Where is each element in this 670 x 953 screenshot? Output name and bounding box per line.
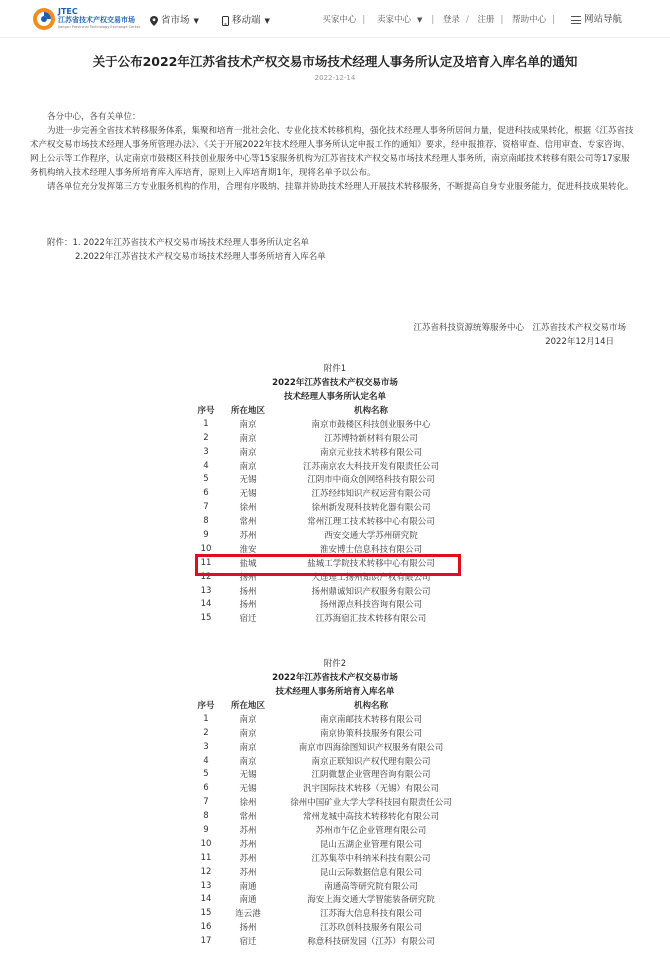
row-org-name: 南京南邮技术转移有限公司 — [319, 714, 422, 725]
annex2-table — [193, 698, 465, 948]
table-row — [193, 892, 465, 906]
row-region: 南京 — [239, 433, 257, 444]
table-row — [193, 767, 465, 781]
row-number: 12 — [200, 866, 212, 877]
column-header: 序号 — [197, 700, 215, 711]
annex1-title-line2: 技术经理人事务所认定名单 — [283, 392, 386, 402]
row-number: 11 — [200, 852, 212, 863]
row-org-name: 南京元业技术转移有限公司 — [319, 447, 422, 458]
row-number: 10 — [200, 838, 212, 849]
row-region: 无锡 — [239, 475, 257, 486]
row-region: 南京 — [239, 742, 257, 753]
table-row — [193, 740, 465, 754]
row-org-name: 南京市鼓楼区科技创业服务中心 — [311, 419, 431, 430]
row-org-name: 徐州新发现科技转化器有限公司 — [311, 503, 431, 514]
row-number: 8 — [203, 516, 209, 527]
row-org-name: 苏州市午亿企业管理有限公司 — [315, 825, 427, 836]
row-region: 无锡 — [239, 784, 257, 795]
menu-icon — [571, 16, 581, 24]
table-row — [193, 906, 465, 920]
row-region: 扬州 — [239, 572, 257, 583]
table-row — [193, 781, 465, 795]
annex2-title-line1: 2022年江苏省技术产权交易市场 — [272, 673, 398, 683]
table-row — [193, 597, 465, 611]
row-org-name: 南京市四海徐图知识产权服务有限公司 — [298, 742, 444, 753]
sitemap-label: 网站导航 — [583, 14, 622, 25]
row-number: 9 — [203, 824, 209, 835]
row-org-name: 江苏博特新材料有限公司 — [324, 433, 418, 444]
help-center-link[interactable]: 帮助中心 — [512, 15, 547, 25]
mobile-phone-icon — [222, 16, 229, 26]
row-number: 5 — [203, 769, 209, 780]
row-number: 6 — [203, 783, 209, 794]
row-org-name: 南京正联知识产权代理有限公司 — [311, 756, 431, 767]
row-org-name: 盐城工学院技术转移中心有限公司 — [307, 558, 435, 569]
row-region: 宿迁 — [239, 614, 257, 625]
table-row — [193, 417, 465, 431]
sitemap-link[interactable] — [571, 11, 622, 25]
highlight-box — [195, 554, 461, 576]
row-org-name: 昆山五湖企业管理有限公司 — [319, 839, 422, 850]
table-row — [193, 837, 465, 851]
row-org-name: 大连理工扬州知识产权有限公司 — [311, 572, 431, 583]
row-region: 常州 — [239, 517, 257, 528]
table-row — [193, 486, 465, 500]
row-number: 14 — [200, 894, 212, 905]
row-region: 南通 — [239, 895, 257, 906]
row-number: 11 — [200, 557, 212, 568]
table-row — [193, 865, 465, 879]
row-number: 9 — [203, 529, 209, 540]
row-region: 无锡 — [239, 489, 257, 500]
table-row — [193, 500, 465, 514]
row-number: 6 — [203, 488, 209, 499]
jtec-logo-icon[interactable] — [32, 7, 56, 31]
login-link[interactable]: 登录 — [442, 15, 460, 25]
row-number: 12 — [200, 571, 212, 582]
row-number: 2 — [203, 432, 209, 443]
brand-name: 江苏省技术产权交易市场 — [58, 16, 135, 24]
table-row — [193, 809, 465, 823]
row-region: 连云港 — [235, 909, 261, 920]
row-org-name: 扬州鼎诚知识产权服务有限公司 — [311, 586, 431, 597]
row-region: 苏州 — [239, 867, 257, 878]
row-region: 苏州 — [239, 530, 257, 541]
table-row — [193, 528, 465, 542]
column-header: 所在地区 — [230, 405, 265, 416]
row-org-name: 称意科技研发园（江苏）有限公司 — [307, 937, 435, 948]
row-org-name: 江苏经纬知识产权运营有限公司 — [311, 489, 431, 500]
attachment-1: 附件：1. 2022年江苏省技术产权交易市场技术经理人事务所认定名单 — [47, 238, 309, 248]
article-body — [30, 110, 638, 194]
paragraph-2: 请各单位充分发挥第三方专业服务机构的作用，合理有序吸纳、挂靠并协助技术经理人开展技术转移服务，不断提高自身专业服务能力，促进科技成果转化。 — [47, 182, 634, 192]
row-region: 扬州 — [239, 600, 257, 611]
row-number: 13 — [200, 880, 212, 891]
annex1-table — [193, 403, 465, 625]
row-number: 16 — [200, 922, 212, 933]
table-row — [193, 514, 465, 528]
table-row — [193, 920, 465, 934]
row-org-name: 江苏南京农大科技开发有限责任公司 — [302, 461, 439, 472]
table-row — [193, 851, 465, 865]
row-number: 1 — [203, 418, 209, 429]
table-row — [193, 754, 465, 768]
table-row — [193, 472, 465, 486]
region-dropdown[interactable] — [150, 12, 199, 26]
row-region: 扬州 — [239, 586, 257, 597]
row-number: 10 — [200, 543, 212, 554]
mobile-label: 移动端 — [232, 15, 261, 26]
row-org-name: 徐州中国矿业大学大学科技园有限责任公司 — [290, 798, 452, 809]
annex2-title-line2: 技术经理人事务所培育入库名单 — [275, 687, 395, 697]
table-row — [193, 726, 465, 740]
row-number: 15 — [200, 613, 212, 624]
buyer-center-link[interactable]: 买家中心 — [322, 15, 357, 25]
row-region: 南京 — [239, 419, 257, 430]
row-number: 1 — [203, 713, 209, 724]
table-row — [193, 459, 465, 473]
row-number: 7 — [203, 502, 209, 513]
row-org-name: 江苏海宿汇技术转移有限公司 — [315, 614, 427, 625]
annex1-label: 附件1 — [323, 364, 347, 374]
row-org-name: 江苏玖创科技服务有限公司 — [319, 923, 422, 934]
annex2-label: 附件2 — [323, 659, 347, 669]
row-org-name: 常州江理工技术转移中心有限公司 — [307, 517, 435, 528]
row-region: 苏州 — [239, 825, 257, 836]
signature — [413, 321, 626, 349]
row-org-name: 江阴市中商众创网络科技有限公司 — [307, 475, 435, 486]
row-region: 淮安 — [239, 544, 257, 555]
row-region: 南京 — [239, 756, 257, 767]
column-header: 机构名称 — [353, 700, 388, 711]
row-region: 南通 — [239, 881, 257, 892]
brand-en: Jiangsu Provincial Technology Exchange Center — [58, 25, 141, 29]
column-header: 序号 — [197, 405, 215, 416]
row-region: 苏州 — [239, 853, 257, 864]
row-number: 3 — [203, 741, 209, 752]
row-region: 南京 — [239, 728, 257, 739]
signer: 江苏省科技资源统筹服务中心 江苏省技术产权交易市场 — [413, 323, 626, 333]
row-region: 徐州 — [239, 503, 257, 514]
row-org-name: 南通高等研究院有限公司 — [324, 881, 418, 892]
row-org-name: 南京协策科技服务有限公司 — [319, 728, 422, 739]
greeting: 各分中心，各有关单位： — [47, 112, 141, 122]
brand-abbr: JTEC — [58, 7, 78, 16]
row-org-name: 常州龙城中高技术转移转化有限公司 — [302, 812, 439, 823]
row-number: 13 — [200, 585, 212, 596]
row-region: 宿迁 — [239, 937, 257, 948]
row-number: 3 — [203, 446, 209, 457]
region-label: 省市场 — [161, 15, 190, 26]
attachments — [47, 236, 326, 264]
publish-date: 2022-12-14 — [314, 74, 356, 82]
table-row — [193, 795, 465, 809]
row-number: 2 — [203, 727, 209, 738]
register-link[interactable]: 注册 — [477, 15, 495, 25]
mobile-dropdown[interactable] — [222, 12, 270, 26]
row-region: 扬州 — [239, 923, 257, 934]
row-org-name: 西安交通大学苏州研究院 — [324, 530, 418, 541]
row-number: 15 — [200, 908, 212, 919]
table-row — [193, 431, 465, 445]
row-region: 盐城 — [239, 558, 257, 569]
annex1-title-line1: 2022年江苏省技术产权交易市场 — [272, 378, 398, 388]
table-row — [193, 611, 465, 625]
row-org-name: 江阴微慧企业管理咨询有限公司 — [311, 770, 431, 781]
table-row — [193, 823, 465, 837]
row-number: 4 — [203, 460, 209, 471]
row-number: 4 — [203, 755, 209, 766]
row-org-name: 扬州源点科技咨询有限公司 — [319, 600, 422, 611]
row-region: 常州 — [239, 812, 257, 823]
row-number: 14 — [200, 599, 212, 610]
seller-center-link[interactable] — [374, 15, 425, 25]
table-row — [193, 712, 465, 726]
row-number: 17 — [200, 936, 212, 947]
column-header: 机构名称 — [353, 405, 388, 416]
top-links: 买家中心 | 卖家中心 ▼ | 登录 / 注册 | 帮助中心 | — [322, 15, 555, 25]
seller-center-label: 卖家中心 — [376, 15, 411, 25]
page-title: 关于公布2022年江苏省技术产权交易市场技术经理人事务所认定及培育入库名单的通知 — [92, 54, 578, 69]
row-region: 南京 — [239, 461, 257, 472]
row-org-name: 昆山云际数据信息有限公司 — [319, 867, 422, 878]
row-region: 无锡 — [239, 770, 257, 781]
row-number: 7 — [203, 797, 209, 808]
table-row — [193, 584, 465, 598]
row-org-name: 江苏集萃中科纳米科技有限公司 — [311, 853, 431, 864]
table-row — [193, 445, 465, 459]
paragraph-1: 为进一步完善全省技术转移服务体系，集聚和培育一批社会化、专业化技术转移机构，强化技术经理人事务所居间力量，促进科技成果转化，根据《江苏省技术产权交易市场技术经理人事务所管理办法》、《关于开展2022年技术经理人事务所认定申报工作的通知》要求，经申报推荐、资格审查、信用审查、专家咨询、网上公示等工作程序，认定南京市鼓楼区科技创业服务中心等15家服务机构为江苏省技术产权交易市场技术经理人事务所，南京南邮技术转移有限公司等17家服务机构纳入技术经理人事务所培育库入库培育，原则上入库培育期1年，现将名单予以公布。 — [30, 126, 634, 178]
chevron-down-icon: ▼ — [264, 17, 270, 25]
row-region: 徐州 — [239, 798, 257, 809]
row-org-name: 汎宇国际技术转移（无锡）有限公司 — [302, 784, 439, 795]
table-header-row — [193, 403, 465, 417]
table-row — [193, 879, 465, 893]
row-number: 8 — [203, 811, 209, 822]
column-header: 所在地区 — [230, 700, 265, 711]
row-number: 5 — [203, 474, 209, 485]
row-org-name: 江苏海大信息科技有限公司 — [319, 909, 422, 920]
sign-date: 2022年12月14日 — [545, 337, 614, 347]
attachment-2: 2.2022年江苏省技术产权交易市场技术经理人事务所培育入库名单 — [75, 252, 326, 262]
table-row — [193, 934, 465, 948]
chevron-down-icon: ▼ — [416, 16, 423, 24]
chevron-down-icon: ▼ — [193, 17, 199, 25]
row-region: 南京 — [239, 447, 257, 458]
table-header-row — [193, 698, 465, 712]
location-pin-icon — [150, 16, 158, 26]
brand[interactable] — [58, 7, 140, 30]
row-org-name: 淮安博士信息科技有限公司 — [319, 544, 422, 555]
site-header — [0, 0, 670, 38]
row-org-name: 海安上海交通大学智能装备研究院 — [307, 895, 435, 906]
row-region: 苏州 — [239, 839, 257, 850]
row-region: 南京 — [239, 714, 257, 725]
